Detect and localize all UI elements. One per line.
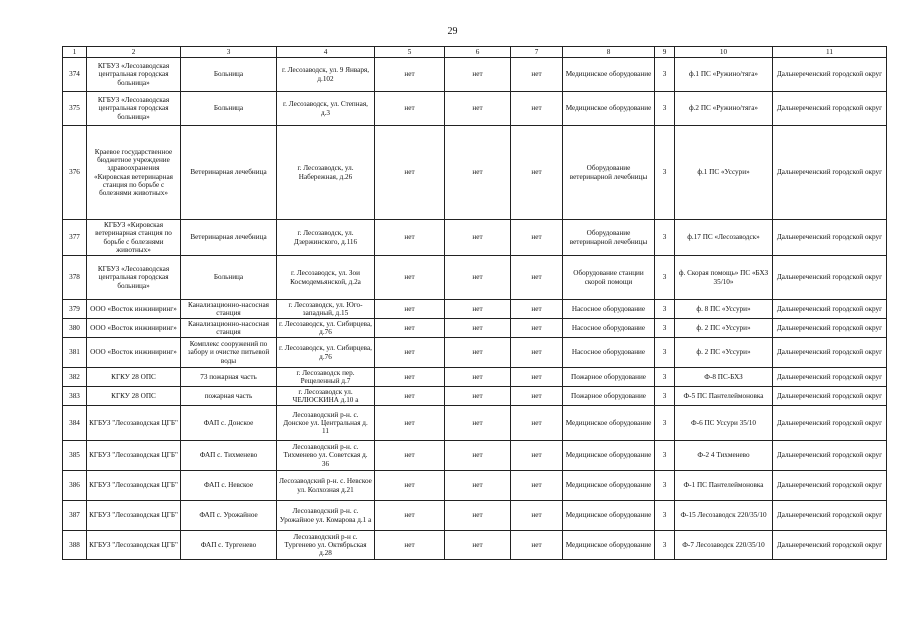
cell-category: 3 (655, 368, 675, 387)
cell-col-5: нет (375, 531, 445, 560)
cell-feeder: Ф-2 4 Тихменево (675, 441, 773, 471)
cell-row-number: 382 (63, 368, 87, 387)
cell-col-5: нет (375, 368, 445, 387)
cell-address: Лесозаводский р-н. с. Донское ул. Центральная д. 11 (277, 406, 375, 441)
cell-col-7: нет (511, 531, 563, 560)
cell-col-6: нет (445, 471, 511, 501)
cell-address: г. Лесозаводск, ул. Сибирцева, д.76 (277, 338, 375, 368)
cell-organization: ООО «Восток инжиниринг» (87, 338, 181, 368)
cell-facility: ФАП с. Урожайное (181, 501, 277, 531)
cell-equipment: Медицинское оборудование (563, 406, 655, 441)
cell-col-5: нет (375, 220, 445, 256)
cell-row-number: 378 (63, 256, 87, 300)
cell-category: 3 (655, 126, 675, 220)
cell-equipment: Медицинское оборудование (563, 531, 655, 560)
cell-col-7: нет (511, 220, 563, 256)
column-number-6: 6 (445, 47, 511, 58)
cell-category: 3 (655, 300, 675, 319)
cell-district: Дальнереченский городской округ (773, 58, 887, 92)
cell-col-7: нет (511, 471, 563, 501)
cell-col-6: нет (445, 92, 511, 126)
cell-district: Дальнереченский городской округ (773, 531, 887, 560)
column-number-10: 10 (675, 47, 773, 58)
table-row (63, 126, 887, 220)
cell-col-6: нет (445, 406, 511, 441)
cell-category: 3 (655, 406, 675, 441)
header-row (63, 47, 887, 58)
table-row (63, 319, 887, 338)
cell-address: г. Лесозаводск, ул. Набережная, д.26 (277, 126, 375, 220)
cell-col-6: нет (445, 319, 511, 338)
cell-category: 3 (655, 319, 675, 338)
cell-col-7: нет (511, 300, 563, 319)
cell-col-7: нет (511, 92, 563, 126)
column-number-7: 7 (511, 47, 563, 58)
cell-col-6: нет (445, 368, 511, 387)
cell-feeder: Ф-1 ПС Пантелеймоновка (675, 471, 773, 501)
cell-address: г. Лесозаводск, ул. 9 Января, д.102 (277, 58, 375, 92)
column-number-9: 9 (655, 47, 675, 58)
column-number-3: 3 (181, 47, 277, 58)
cell-organization: КГБУЗ «Лесозаводская центральная городская больница» (87, 92, 181, 126)
cell-col-7: нет (511, 368, 563, 387)
cell-organization: КГБУЗ «Лесозаводская центральная городская больница» (87, 256, 181, 300)
cell-district: Дальнереченский городской округ (773, 387, 887, 406)
cell-district: Дальнереченский городской округ (773, 338, 887, 368)
cell-address: г. Лесозаводск, ул. Сибирцева, д.76 (277, 319, 375, 338)
cell-equipment: Насосное оборудование (563, 319, 655, 338)
cell-feeder: Ф-7 Лесозаводск 220/35/10 (675, 531, 773, 560)
cell-col-5: нет (375, 338, 445, 368)
cell-feeder: ф. 8 ПС «Уссури» (675, 300, 773, 319)
cell-col-6: нет (445, 300, 511, 319)
cell-organization: Краевое государственное бюджетное учреждение здравоохранения «Кировская ветеринарная станция по борьбе с болезнями животных» (87, 126, 181, 220)
cell-facility: Комплекс сооружений по забору и очистке питьевой воды (181, 338, 277, 368)
cell-row-number: 374 (63, 58, 87, 92)
cell-col-7: нет (511, 387, 563, 406)
cell-col-6: нет (445, 531, 511, 560)
cell-organization: КГКУ 28 ОПС (87, 387, 181, 406)
cell-col-5: нет (375, 387, 445, 406)
cell-row-number: 375 (63, 92, 87, 126)
cell-facility: ФАП с. Невское (181, 471, 277, 501)
column-number-4: 4 (277, 47, 375, 58)
cell-facility: Больница (181, 256, 277, 300)
cell-address: г. Лесозаводск, ул. Дзержинского, д.116 (277, 220, 375, 256)
column-number-1: 1 (63, 47, 87, 58)
cell-feeder: ф. 2 ПС «Уссури» (675, 319, 773, 338)
cell-col-6: нет (445, 387, 511, 406)
cell-facility: ФАП с. Тургенево (181, 531, 277, 560)
cell-col-5: нет (375, 471, 445, 501)
cell-equipment: Медицинское оборудование (563, 471, 655, 501)
cell-row-number: 379 (63, 300, 87, 319)
cell-category: 3 (655, 220, 675, 256)
cell-col-5: нет (375, 441, 445, 471)
cell-organization: КГБУЗ «Кировская ветеринарная станция по борьбе с болезнями животных» (87, 220, 181, 256)
cell-district: Дальнереченский городской округ (773, 368, 887, 387)
table-row (63, 58, 887, 92)
cell-col-5: нет (375, 58, 445, 92)
table-row (63, 300, 887, 319)
cell-organization: КГБУЗ "Лесозаводская ЦГБ" (87, 406, 181, 441)
cell-feeder: ф.1 ПС «Ружино/тяга» (675, 58, 773, 92)
cell-feeder: ф.17 ПС «Лесозаводск» (675, 220, 773, 256)
cell-organization: КГБУЗ "Лесозаводская ЦГБ" (87, 531, 181, 560)
cell-district: Дальнереченский городской округ (773, 92, 887, 126)
cell-equipment: Медицинское оборудование (563, 58, 655, 92)
cell-col-7: нет (511, 501, 563, 531)
cell-organization: ООО «Восток инжиниринг» (87, 300, 181, 319)
cell-feeder: Ф-8 ПС-БХЗ (675, 368, 773, 387)
cell-address: г. Лесозаводск ул. ЧЕЛЮСКИНА д.10 а (277, 387, 375, 406)
cell-col-5: нет (375, 406, 445, 441)
cell-category: 3 (655, 531, 675, 560)
cell-row-number: 384 (63, 406, 87, 441)
column-number-11: 11 (773, 47, 887, 58)
cell-row-number: 387 (63, 501, 87, 531)
cell-district: Дальнереченский городской округ (773, 501, 887, 531)
cell-organization: ООО «Восток инжиниринг» (87, 319, 181, 338)
cell-col-5: нет (375, 126, 445, 220)
cell-organization: КГБУЗ «Лесозаводская центральная городская больница» (87, 58, 181, 92)
cell-col-7: нет (511, 58, 563, 92)
cell-feeder: ф. 2 ПС «Уссури» (675, 338, 773, 368)
cell-col-5: нет (375, 319, 445, 338)
column-number-2: 2 (87, 47, 181, 58)
cell-col-5: нет (375, 501, 445, 531)
cell-col-7: нет (511, 338, 563, 368)
cell-col-7: нет (511, 256, 563, 300)
cell-row-number: 380 (63, 319, 87, 338)
cell-col-7: нет (511, 441, 563, 471)
cell-col-6: нет (445, 338, 511, 368)
cell-address: Лесозаводский р-н. с. Невское ул. Колхозная д.21 (277, 471, 375, 501)
cell-equipment: Медицинское оборудование (563, 441, 655, 471)
table-row (63, 387, 887, 406)
table-row (63, 92, 887, 126)
table-row (63, 338, 887, 368)
table-row (63, 531, 887, 560)
cell-facility: пожарная часть (181, 387, 277, 406)
cell-category: 3 (655, 471, 675, 501)
cell-category: 3 (655, 92, 675, 126)
cell-category: 3 (655, 58, 675, 92)
cell-address: г. Лесозаводск, ул. Юго-западный, д.15 (277, 300, 375, 319)
cell-district: Дальнереченский городской округ (773, 319, 887, 338)
cell-feeder: ф.1 ПС «Уссури» (675, 126, 773, 220)
cell-district: Дальнереченский городской округ (773, 256, 887, 300)
cell-equipment: Пожарное оборудование (563, 368, 655, 387)
cell-district: Дальнереченский городской округ (773, 126, 887, 220)
cell-category: 3 (655, 441, 675, 471)
cell-row-number: 376 (63, 126, 87, 220)
cell-col-7: нет (511, 406, 563, 441)
cell-facility: Канализационно-насосная станция (181, 300, 277, 319)
cell-col-7: нет (511, 126, 563, 220)
cell-address: г. Лесозаводск, ул. Степная, д.3 (277, 92, 375, 126)
cell-row-number: 377 (63, 220, 87, 256)
cell-row-number: 386 (63, 471, 87, 501)
cell-facility: Больница (181, 58, 277, 92)
cell-address: Лесозаводский р-н с. Тургенево ул. Октябрьская д.28 (277, 531, 375, 560)
cell-equipment: Оборудование станции скорой помощи (563, 256, 655, 300)
cell-district: Дальнереченский городской округ (773, 220, 887, 256)
cell-feeder: Ф-6 ПС Уссури 35/10 (675, 406, 773, 441)
page-number: 29 (447, 26, 458, 37)
cell-facility: Больница (181, 92, 277, 126)
cell-facility: Ветеринарная лечебница (181, 220, 277, 256)
cell-equipment: Пожарное оборудование (563, 387, 655, 406)
cell-address: г. Лесозаводск пер. Рещеленный д.7 (277, 368, 375, 387)
cell-row-number: 388 (63, 531, 87, 560)
cell-col-6: нет (445, 58, 511, 92)
cell-row-number: 381 (63, 338, 87, 368)
cell-row-number: 385 (63, 441, 87, 471)
cell-col-6: нет (445, 501, 511, 531)
cell-organization: КГКУ 28 ОПС (87, 368, 181, 387)
cell-feeder: ф. Скорая помощь» ПС «БХЗ 35/10» (675, 256, 773, 300)
cell-equipment: Медицинское оборудование (563, 501, 655, 531)
column-number-5: 5 (375, 47, 445, 58)
cell-organization: КГБУЗ "Лесозаводская ЦГБ" (87, 501, 181, 531)
cell-address: г. Лесозаводск, ул. Зои Космодемьянской, д.2а (277, 256, 375, 300)
column-number-8: 8 (563, 47, 655, 58)
cell-col-6: нет (445, 126, 511, 220)
cell-col-5: нет (375, 92, 445, 126)
cell-feeder: Ф-5 ПС Пантелеймоновка (675, 387, 773, 406)
cell-facility: 73 пожарная часть (181, 368, 277, 387)
cell-feeder: Ф-15 Лесозаводск 220/35/10 (675, 501, 773, 531)
cell-equipment: Насосное оборудование (563, 338, 655, 368)
cell-district: Дальнереченский городской округ (773, 300, 887, 319)
cell-facility: Ветеринарная лечебница (181, 126, 277, 220)
cell-col-5: нет (375, 256, 445, 300)
cell-district: Дальнереченский городской округ (773, 471, 887, 501)
cell-organization: КГБУЗ "Лесозаводская ЦГБ" (87, 441, 181, 471)
cell-facility: ФАП с. Донское (181, 406, 277, 441)
cell-col-6: нет (445, 441, 511, 471)
cell-category: 3 (655, 338, 675, 368)
cell-col-6: нет (445, 220, 511, 256)
table-row (63, 406, 887, 441)
cell-district: Дальнереченский городской округ (773, 441, 887, 471)
cell-facility: ФАП с. Тихменево (181, 441, 277, 471)
cell-equipment: Насосное оборудование (563, 300, 655, 319)
table-row (63, 471, 887, 501)
cell-col-7: нет (511, 319, 563, 338)
table-row (63, 501, 887, 531)
cell-facility: Канализационно-насосная станция (181, 319, 277, 338)
cell-col-5: нет (375, 300, 445, 319)
cell-address: Лесозаводский р-н. с. Урожайное ул. Комарова д.1 а (277, 501, 375, 531)
table-row (63, 220, 887, 256)
cell-feeder: ф.2 ПС «Ружино/тяга» (675, 92, 773, 126)
table-row (63, 441, 887, 471)
cell-equipment: Оборудование ветеринарной лечебницы (563, 220, 655, 256)
cell-category: 3 (655, 256, 675, 300)
registry-table (62, 46, 887, 560)
cell-equipment: Медицинское оборудование (563, 92, 655, 126)
cell-category: 3 (655, 501, 675, 531)
cell-category: 3 (655, 387, 675, 406)
cell-address: Лесозаводский р-н. с. Тихменево ул. Советская д. 36 (277, 441, 375, 471)
cell-district: Дальнереченский городской округ (773, 406, 887, 441)
table-row (63, 368, 887, 387)
cell-row-number: 383 (63, 387, 87, 406)
cell-organization: КГБУЗ "Лесозаводская ЦГБ" (87, 471, 181, 501)
cell-col-6: нет (445, 256, 511, 300)
table-row (63, 256, 887, 300)
cell-equipment: Оборудование ветеринарной лечебницы (563, 126, 655, 220)
